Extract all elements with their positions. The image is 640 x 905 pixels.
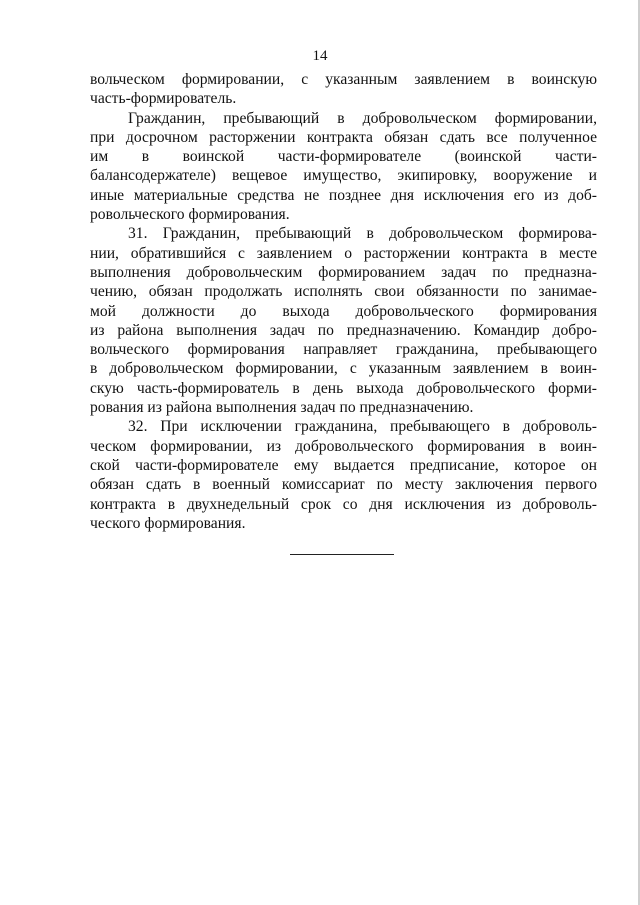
page-number: 14 bbox=[312, 48, 328, 64]
text-line: балансодержателе) вещевое имущество, экипировку, вооружение и bbox=[90, 167, 597, 185]
text-line: ческого формирования. bbox=[90, 514, 246, 532]
text-line: при досрочном расторжении контракта обязан сдать все полученное bbox=[90, 128, 597, 146]
text-line: 32. При исключении гражданина, пребывающего в доброволь- bbox=[128, 418, 597, 436]
end-separator-line bbox=[290, 554, 394, 555]
text-line: часть-формирователь. bbox=[90, 90, 237, 108]
text-line: выполнения добровольческим формированием задач по предназна- bbox=[90, 263, 597, 281]
text-line: обязан сдать в военный комиссариат по месту заключения первого bbox=[90, 476, 597, 494]
text-line: им в воинской части-формирователе (воинской части- bbox=[90, 148, 597, 166]
text-line: Гражданин, пребывающий в добровольческом формировании, bbox=[128, 109, 597, 127]
text-line: скую часть-формирователь в день выхода добровольческого форми- bbox=[90, 379, 597, 397]
text-line: ческом формировании, из добровольческого формирования в воин- bbox=[90, 437, 597, 455]
text-line: ской части-формирователе ему выдается предписание, которое он bbox=[90, 456, 597, 474]
text-line: вольческом формировании, с указанным заявлением в воинскую bbox=[90, 71, 597, 88]
text-line: нии, обратившийся с заявлением о расторжении контракта в месте bbox=[90, 244, 597, 262]
text-line: вольческого формирования направляет гражданина, пребывающего bbox=[90, 341, 597, 359]
text-line: чению, обязан продолжать исполнять свои обязанности по занимае- bbox=[90, 283, 597, 301]
text-line: иные материальные средства не позднее дня исключения его из доб- bbox=[90, 186, 597, 204]
text-line: контракта в двухнедельный срок со дня исключения из доброволь- bbox=[90, 495, 597, 513]
document-body bbox=[90, 70, 597, 533]
text-line: из района выполнения задач по предназначению. Командир добро- bbox=[90, 321, 597, 339]
text-line: ровольческого формирования. bbox=[90, 206, 290, 224]
text-line: 31. Гражданин, пребывающий в добровольческом формирова- bbox=[128, 225, 597, 243]
text-line: в добровольческом формировании, с указанным заявлением в воин- bbox=[90, 360, 597, 378]
text-line: рования из района выполнения задач по предназначению. bbox=[90, 399, 474, 417]
text-line: мой должности до выхода добровольческого формирования bbox=[90, 302, 597, 320]
